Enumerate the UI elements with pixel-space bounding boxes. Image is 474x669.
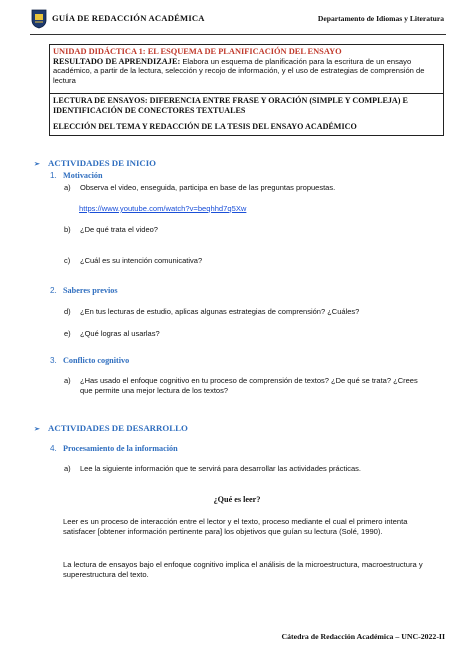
arrow-bullet-icon: ➢ xyxy=(34,425,40,433)
section-heading-desarrollo xyxy=(34,423,188,433)
unit-topics-row xyxy=(50,94,443,136)
item-number: 3. xyxy=(50,356,57,365)
subheading-label: Saberes previos xyxy=(63,286,118,295)
page-header xyxy=(30,9,446,35)
question-letter: c) xyxy=(64,256,71,265)
item-number: 4. xyxy=(50,444,57,453)
question-text: ¿De qué trata el video? xyxy=(80,225,158,234)
subheading-conflicto-cognitivo xyxy=(50,356,129,365)
question-letter: e) xyxy=(64,329,71,338)
subheading-saberes-previos xyxy=(50,286,118,295)
reading-section-title: ¿Qué es leer? xyxy=(213,495,261,504)
section-title: ACTIVIDADES DE DESARROLLO xyxy=(48,423,188,433)
item-number: 1. xyxy=(50,171,57,180)
section-title: ACTIVIDADES DE INICIO xyxy=(48,158,157,168)
result-text: Elabora un esquema de planificación para la escritura de un ensayo académico, a partir de la lectura, selección y recojo de información, y el uso de estrategias de comprensión de lectura xyxy=(53,57,425,85)
question-item xyxy=(64,329,449,339)
guide-title: GUÍA DE REDACCIÓN ACADÉMICA xyxy=(52,13,205,23)
question-item xyxy=(64,307,449,317)
question-item xyxy=(64,464,449,474)
unit-header-row xyxy=(50,45,443,94)
subheading-label: Conflicto cognitivo xyxy=(63,356,130,365)
subheading-label: Motivación xyxy=(63,171,103,180)
department-name: Departamento de Idiomas y Literatura xyxy=(317,14,444,23)
unit-info-box xyxy=(49,44,444,136)
question-text: ¿Qué logras al usarlas? xyxy=(80,329,160,338)
question-letter: b) xyxy=(64,225,71,234)
university-logo xyxy=(30,9,48,29)
paragraph-cognitive-approach: La lectura de ensayos bajo el enfoque cognitivo implica el análisis de la microestructura, macroestructura y superestructura del texto. xyxy=(63,560,423,580)
question-item xyxy=(64,376,449,396)
question-letter: a) xyxy=(64,183,71,192)
arrow-bullet-icon: ➢ xyxy=(34,160,40,168)
page-footer: Cátedra de Redacción Académica – UNC-2022-II xyxy=(281,632,445,641)
result-label: RESULTADO DE APRENDIZAJE: xyxy=(53,57,181,66)
question-letter: a) xyxy=(64,464,71,473)
unit-title: UNIDAD DIDÁCTICA 1: EL ESQUEMA DE PLANIFICACIÓN DEL ENSAYO xyxy=(53,47,342,56)
question-item xyxy=(64,183,449,193)
section-heading-inicio xyxy=(34,158,156,168)
question-text: ¿En tus lecturas de estudio, aplicas algunas estrategias de comprensión? ¿Cuáles? xyxy=(80,307,360,316)
learning-result xyxy=(53,57,440,85)
question-letter: a) xyxy=(64,376,71,385)
question-item xyxy=(64,256,449,266)
reading-topic: LECTURA DE ENSAYOS: DIFERENCIA ENTRE FRASE Y ORACIÓN (SIMPLE Y COMPLEJA) E IDENTIFICACIÓN DE CONECTORES TEXTUALES xyxy=(53,96,408,115)
question-text: Lee la siguiente información que te servirá para desarrollar las actividades prácticas. xyxy=(80,464,361,473)
subheading-procesamiento xyxy=(50,444,178,453)
question-text: ¿Has usado el enfoque cognitivo en tu proceso de comprensión de textos? ¿De qué se trata? ¿Crees que permite una mejor lectura de los textos? xyxy=(80,376,418,395)
question-text: Observa el video, enseguida, participa en base de las preguntas propuestas. xyxy=(80,183,336,192)
item-number: 2. xyxy=(50,286,57,295)
question-item xyxy=(64,225,449,235)
subheading-label: Procesamiento de la información xyxy=(63,444,178,453)
thesis-topic: ELECCIÓN DEL TEMA Y REDACCIÓN DE LA TESIS DEL ENSAYO ACADÉMICO xyxy=(53,122,357,131)
youtube-video-link[interactable]: https://www.youtube.com/watch?v=beqhhd7q5Xw xyxy=(79,204,247,213)
question-letter: d) xyxy=(64,307,71,316)
paragraph-definition: Leer es un proceso de interacción entre el lector y el texto, proceso mediante el cual el primero intenta satisfacer [obtener información pertinente para] los objetivos que guían su lectura (Solé, 1990). xyxy=(63,517,408,537)
question-text: ¿Cuál es su intención comunicativa? xyxy=(80,256,203,265)
subheading-motivacion xyxy=(50,171,103,180)
